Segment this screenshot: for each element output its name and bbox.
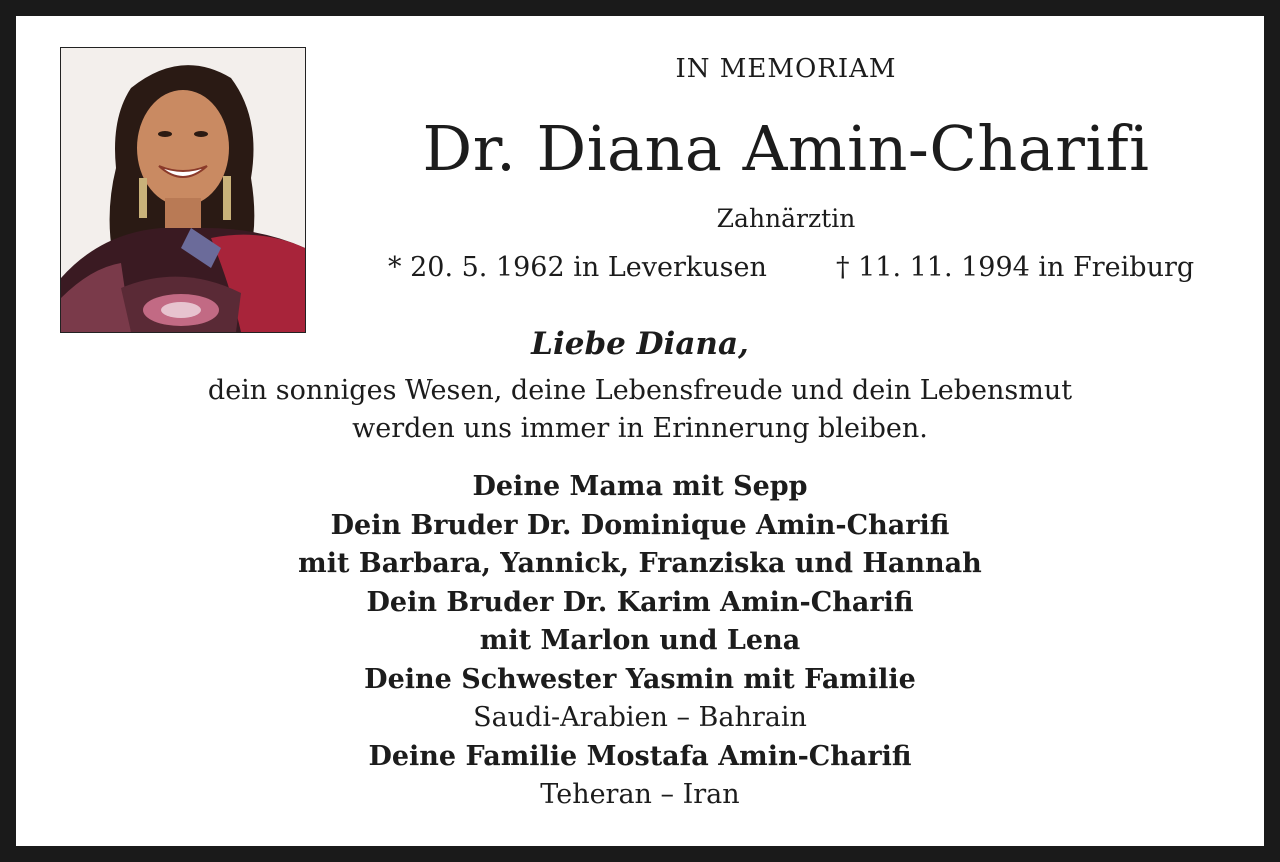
profession: Zahnärztin — [716, 204, 856, 233]
signature-line: mit Barbara, Yannick, Franziska und Hannah — [298, 548, 982, 579]
death-date: † 11. 11. 1994 in Freiburg — [836, 252, 1195, 283]
signature-line: Deine Mama mit Sepp — [472, 471, 808, 502]
message-line: dein sonniges Wesen, deine Lebensfreude und dein Lebensmut — [207, 375, 1073, 406]
signature-line: Dein Bruder Dr. Dominique Amin-Charifi — [330, 509, 950, 541]
message-line: werden uns immer in Erinnerung bleiben. — [352, 413, 928, 444]
portrait-image — [61, 48, 305, 332]
deceased-name: Dr. Diana Amin-Charifi — [422, 112, 1150, 185]
portrait-photo — [60, 47, 306, 333]
signature-line: mit Marlon und Lena — [479, 625, 801, 656]
signature-line: Deine Familie Mostafa Amin-Charifi — [368, 740, 912, 772]
obituary-card — [16, 16, 1264, 846]
message — [16, 372, 1264, 448]
signatures — [16, 468, 1264, 815]
signature-location: Saudi-Arabien – Bahrain — [473, 702, 807, 733]
signature-line: Deine Schwester Yasmin mit Familie — [364, 663, 916, 695]
birth-date: * 20. 5. 1962 in Leverkusen — [388, 252, 767, 283]
signature-line: Dein Bruder Dr. Karim Amin-Charifi — [366, 586, 914, 618]
memoriam-kicker: IN MEMORIAM — [675, 54, 897, 84]
signature-location: Teheran – Iran — [540, 779, 740, 810]
greeting: Liebe Diana, — [531, 326, 749, 362]
